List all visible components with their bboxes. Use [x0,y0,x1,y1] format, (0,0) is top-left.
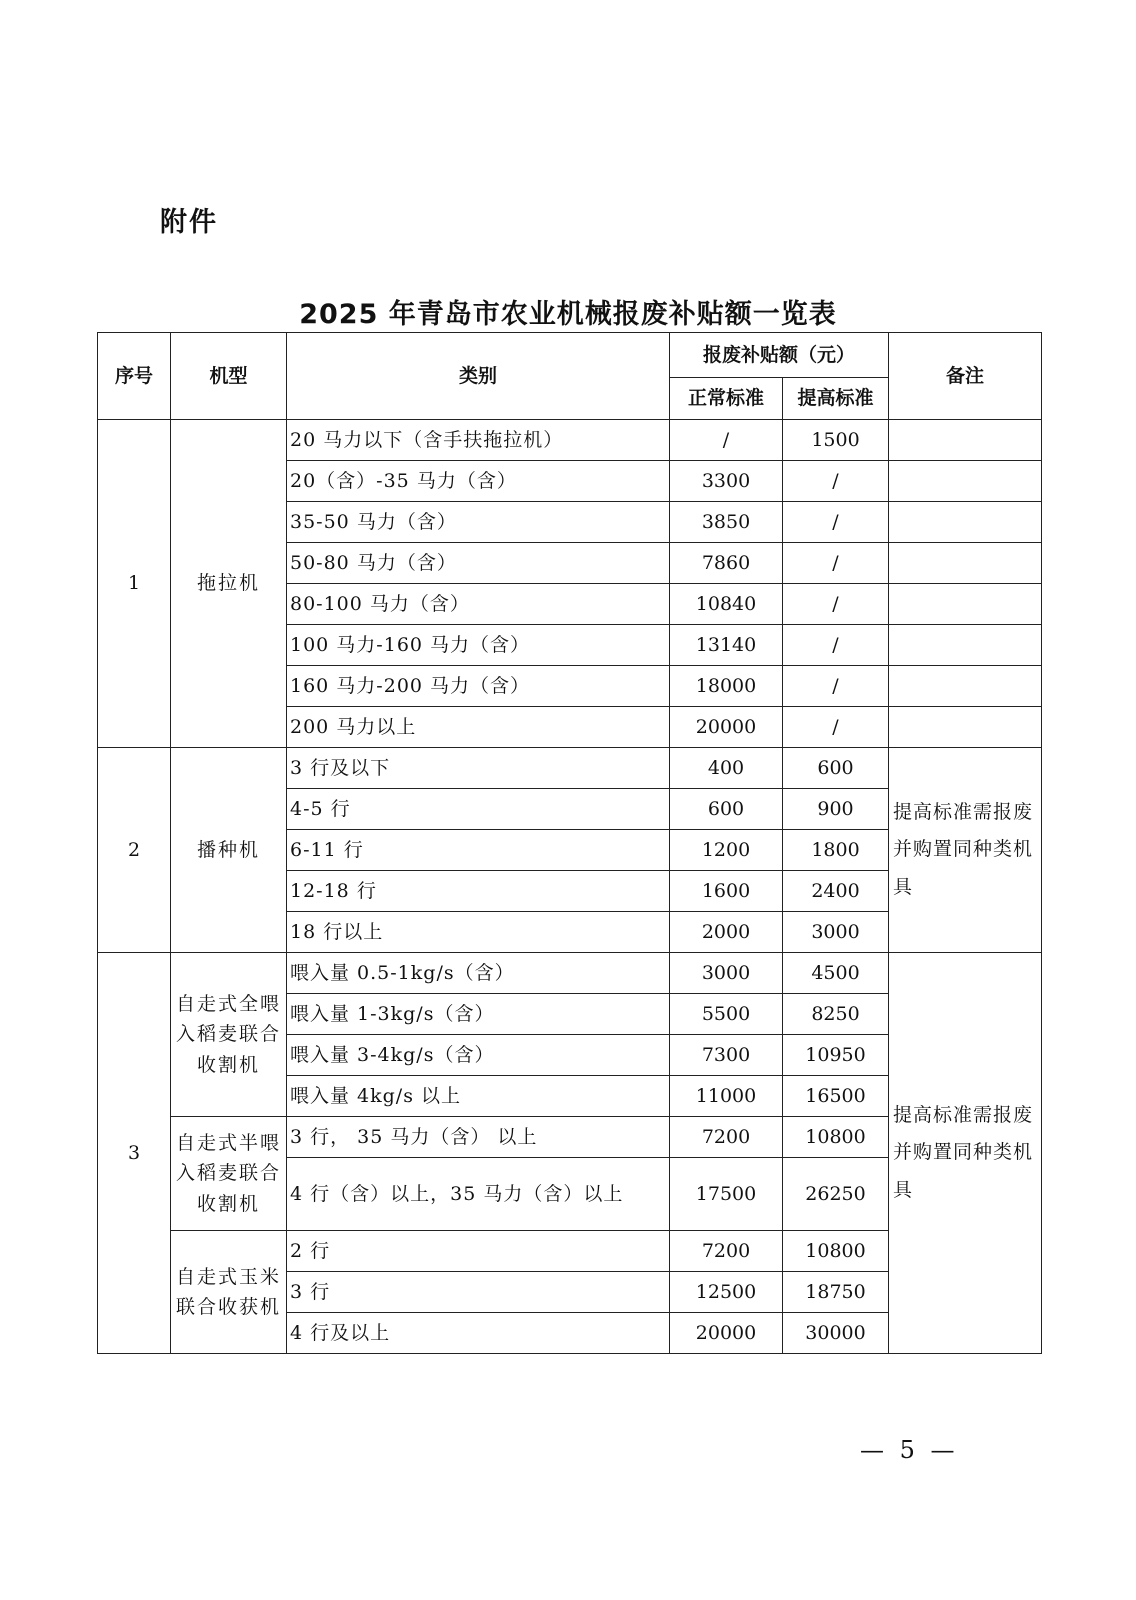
table-row [98,748,1042,789]
header-category: 类别 [287,333,670,420]
header-normal: 正常标准 [670,378,783,420]
normal-standard-cell: 2000 [670,912,783,953]
category-cell: 4-5 行 [287,789,670,830]
category-cell: 4 行及以上 [287,1313,670,1354]
note-cell-empty [889,461,1042,502]
category-cell: 20 马力以下（含手扶拖拉机） [287,420,670,461]
normal-standard-cell: 3000 [670,953,783,994]
category-cell: 喂入量 0.5-1kg/s（含） [287,953,670,994]
raised-standard-cell: 900 [783,789,889,830]
raised-standard-cell: 600 [783,748,889,789]
header-model: 机型 [171,333,287,420]
category-cell: 3 行 [287,1272,670,1313]
category-cell: 喂入量 1-3kg/s（含） [287,994,670,1035]
category-cell: 3 行， 35 马力（含） 以上 [287,1117,670,1158]
seq-cell: 3 [98,953,171,1354]
normal-standard-cell: 600 [670,789,783,830]
category-cell: 35-50 马力（含） [287,502,670,543]
category-cell: 2 行 [287,1231,670,1272]
model-cell: 自走式半喂入稻麦联合收割机 [171,1117,287,1231]
normal-standard-cell: 7860 [670,543,783,584]
normal-standard-cell: 1600 [670,871,783,912]
page-number: — 5 — [860,1436,959,1464]
normal-standard-cell: 5500 [670,994,783,1035]
category-cell: 6-11 行 [287,830,670,871]
normal-standard-cell: 18000 [670,666,783,707]
normal-standard-cell: 11000 [670,1076,783,1117]
normal-standard-cell: 12500 [670,1272,783,1313]
seq-cell: 1 [98,420,171,748]
normal-standard-cell: 3300 [670,461,783,502]
category-cell: 3 行及以下 [287,748,670,789]
category-cell: 20（含）-35 马力（含） [287,461,670,502]
note-cell-empty [889,625,1042,666]
note-cell-empty [889,666,1042,707]
normal-standard-cell: 20000 [670,707,783,748]
seq-cell: 2 [98,748,171,953]
raised-standard-cell: / [783,666,889,707]
raised-standard-cell: / [783,502,889,543]
table-row [98,953,1042,994]
note-cell: 提高标准需报废并购置同种类机具 [889,953,1042,1354]
raised-standard-cell: 1800 [783,830,889,871]
category-cell: 50-80 马力（含） [287,543,670,584]
normal-standard-cell: 13140 [670,625,783,666]
note-cell-empty [889,707,1042,748]
table-row [98,420,1042,461]
header-raised: 提高标准 [783,378,889,420]
category-cell: 喂入量 3-4kg/s（含） [287,1035,670,1076]
category-cell: 80-100 马力（含） [287,584,670,625]
raised-standard-cell: 4500 [783,953,889,994]
raised-standard-cell: 10800 [783,1117,889,1158]
header-note: 备注 [889,333,1042,420]
raised-standard-cell: / [783,584,889,625]
category-cell: 喂入量 4kg/s 以上 [287,1076,670,1117]
normal-standard-cell: / [670,420,783,461]
raised-standard-cell: / [783,707,889,748]
raised-standard-cell: / [783,625,889,666]
note-cell-empty [889,584,1042,625]
note-cell-empty [889,543,1042,584]
note-cell-empty [889,420,1042,461]
normal-standard-cell: 400 [670,748,783,789]
raised-standard-cell: 10800 [783,1231,889,1272]
raised-standard-cell: 10950 [783,1035,889,1076]
raised-standard-cell: 30000 [783,1313,889,1354]
raised-standard-cell: / [783,461,889,502]
model-cell: 播种机 [171,748,287,953]
category-cell: 200 马力以上 [287,707,670,748]
category-cell: 12-18 行 [287,871,670,912]
normal-standard-cell: 3850 [670,502,783,543]
model-cell: 自走式玉米联合收获机 [171,1231,287,1354]
table-title: 2025 年青岛市农业机械报废补贴额一览表 [299,299,837,330]
normal-standard-cell: 10840 [670,584,783,625]
category-cell: 18 行以上 [287,912,670,953]
note-cell: 提高标准需报废并购置同种类机具 [889,748,1042,953]
normal-standard-cell: 7200 [670,1117,783,1158]
raised-standard-cell: 3000 [783,912,889,953]
raised-standard-cell: 1500 [783,420,889,461]
note-cell-empty [889,502,1042,543]
raised-standard-cell: 16500 [783,1076,889,1117]
category-cell: 100 马力-160 马力（含） [287,625,670,666]
raised-standard-cell: / [783,543,889,584]
header-seq: 序号 [98,333,171,420]
normal-standard-cell: 20000 [670,1313,783,1354]
normal-standard-cell: 1200 [670,830,783,871]
header-amount: 报废补贴额（元） [670,333,889,378]
model-cell: 自走式全喂入稻麦联合收割机 [171,953,287,1117]
normal-standard-cell: 7300 [670,1035,783,1076]
category-cell: 4 行（含）以上，35 马力（含）以上 [287,1158,670,1231]
category-cell: 160 马力-200 马力（含） [287,666,670,707]
model-cell: 拖拉机 [171,420,287,748]
header-row [98,333,1042,378]
raised-standard-cell: 2400 [783,871,889,912]
subsidy-table [97,332,1042,1354]
raised-standard-cell: 26250 [783,1158,889,1231]
raised-standard-cell: 18750 [783,1272,889,1313]
attachment-label: 附件 [160,207,218,238]
normal-standard-cell: 7200 [670,1231,783,1272]
normal-standard-cell: 17500 [670,1158,783,1231]
raised-standard-cell: 8250 [783,994,889,1035]
